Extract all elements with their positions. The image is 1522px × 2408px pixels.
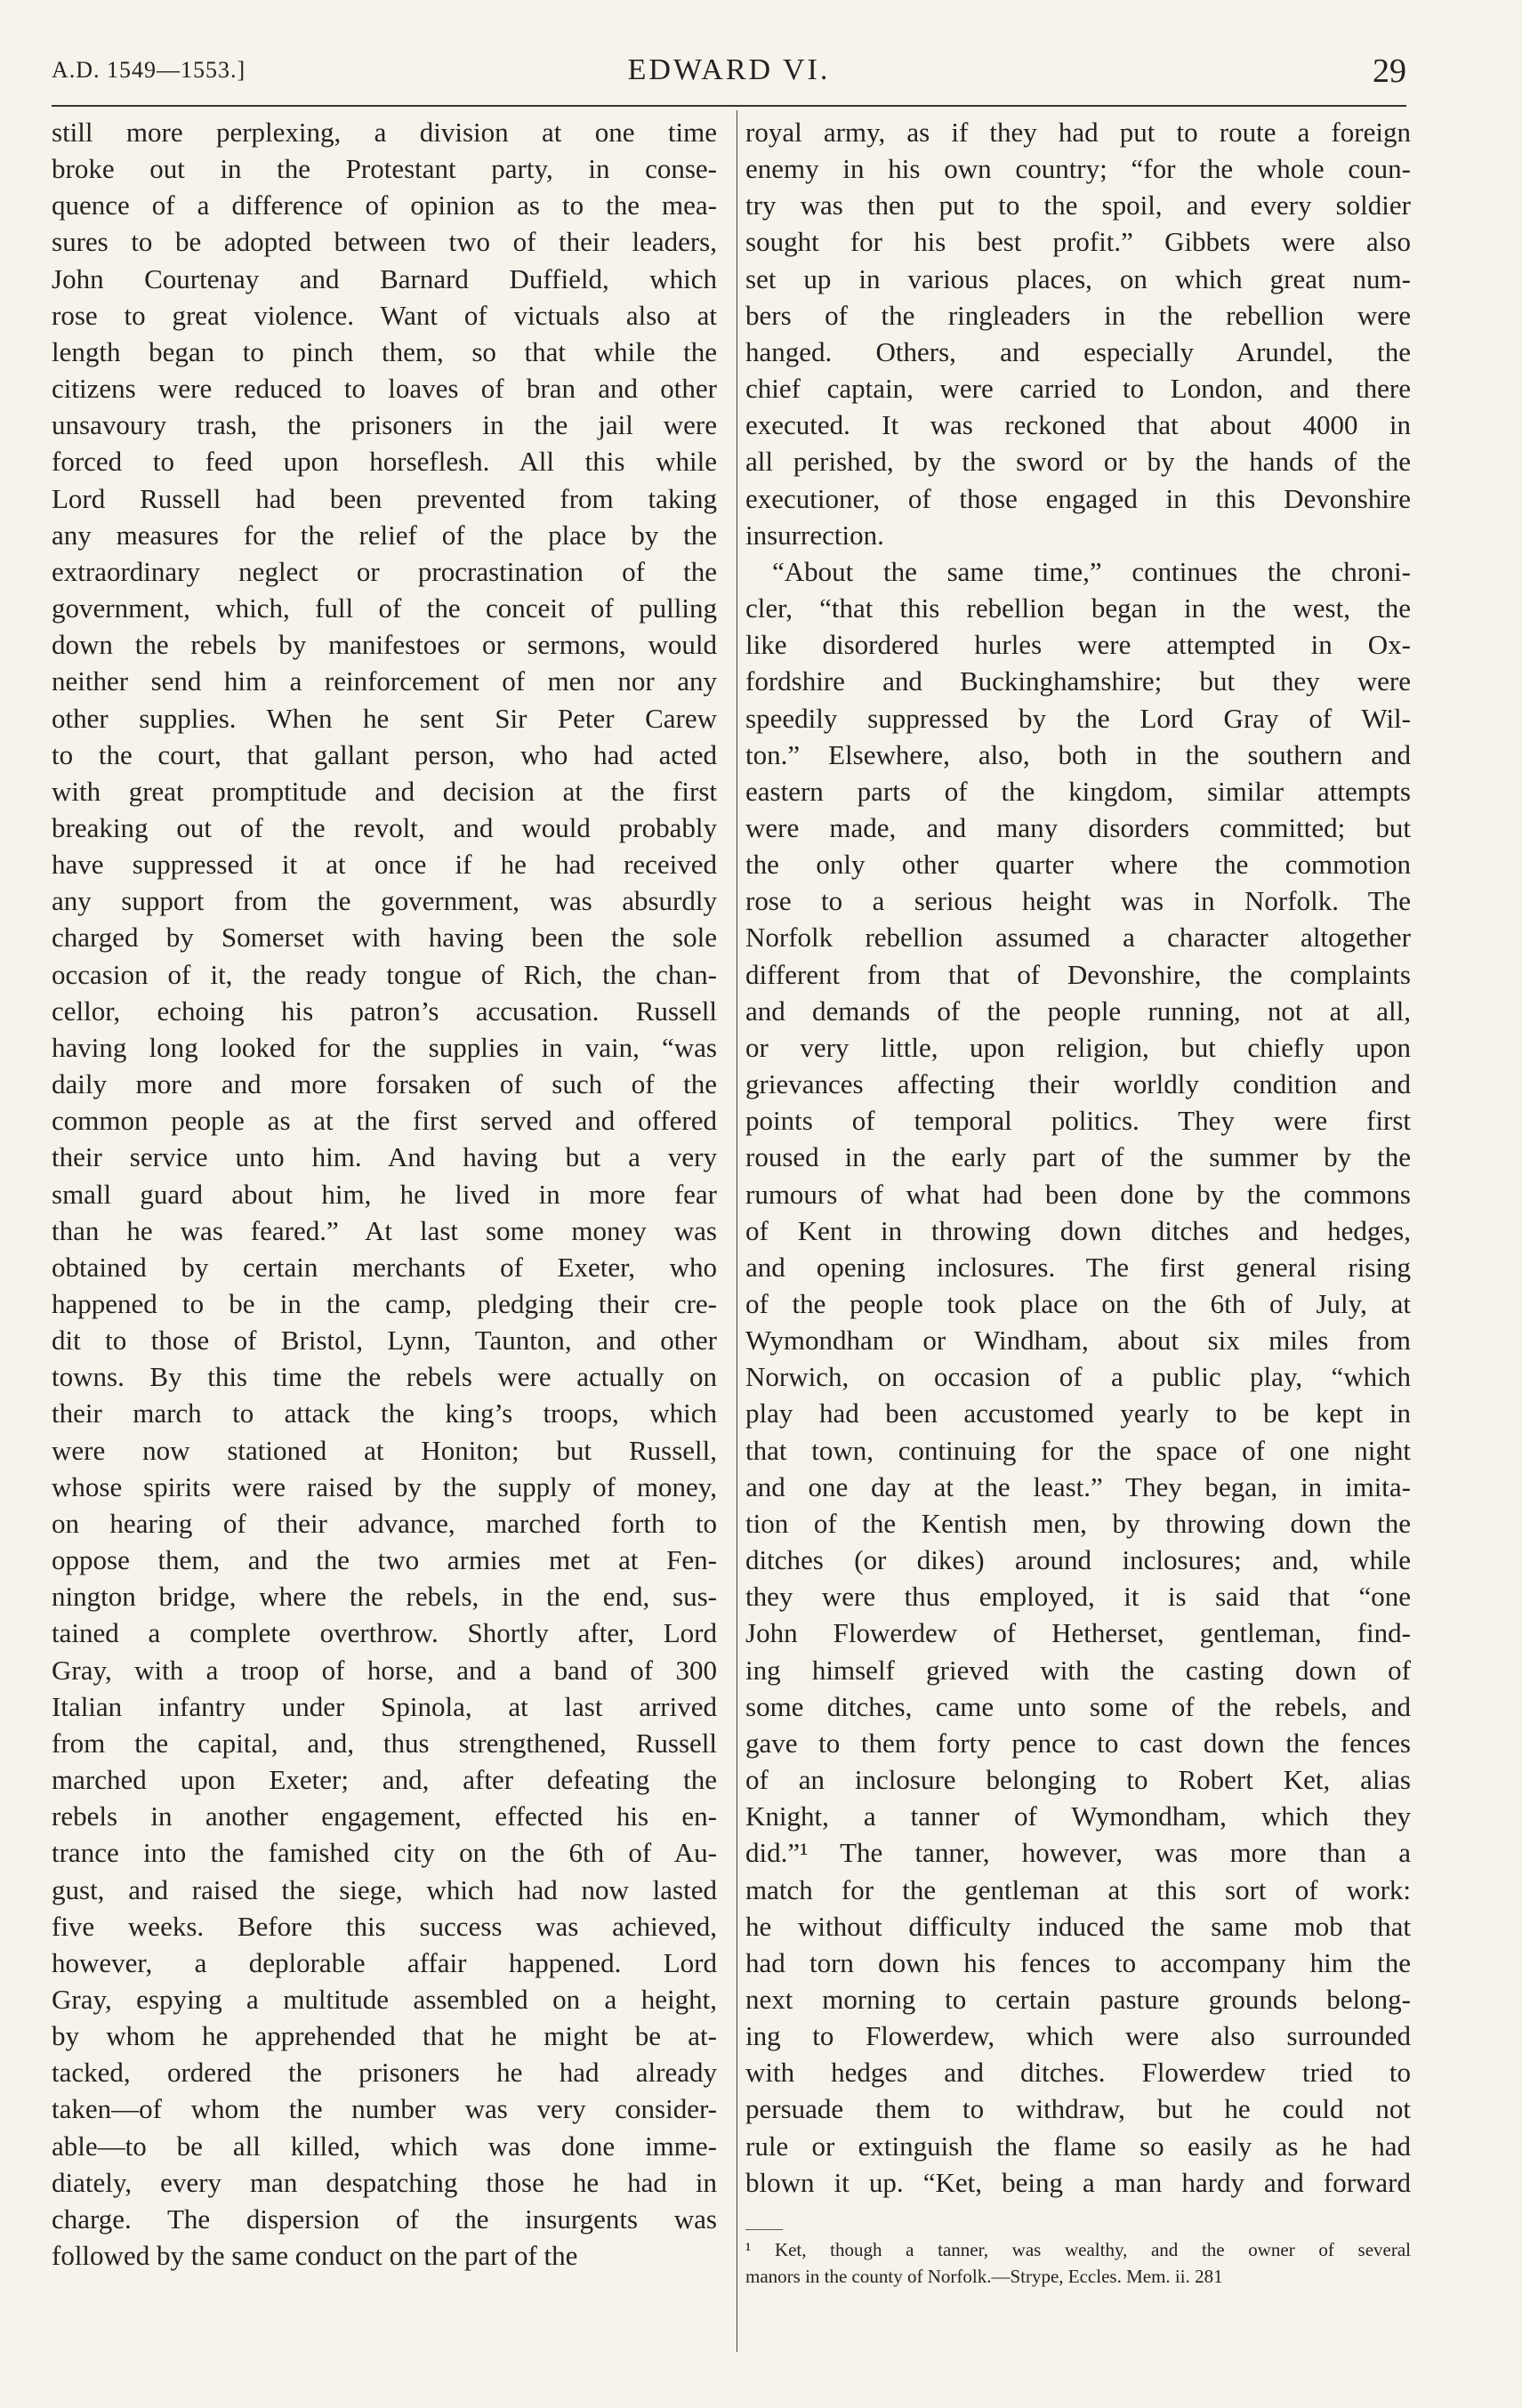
text-line: towns. By this time the rebels were actually on xyxy=(52,1361,717,1393)
text-line: he without difficulty induced the same mob that xyxy=(745,1910,1411,1942)
text-line: charge. The dispersion of the insurgents was xyxy=(52,2203,717,2235)
text-line: set up in various places, on which great num- xyxy=(745,262,1411,294)
text-line: of Kent in throwing down ditches and hedges, xyxy=(745,1214,1411,1246)
text-line: grievances affecting their worldly condition and xyxy=(745,1068,1411,1100)
text-line: and one day at the least.” They began, in imita- xyxy=(745,1470,1411,1502)
text-line: executed. It was reckoned that about 4000 in xyxy=(745,409,1411,441)
text-line: had torn down his fences to accompany him the xyxy=(745,1946,1411,1978)
text-line: common people as at the first served and offered xyxy=(52,1105,717,1137)
footnote xyxy=(745,2236,1411,2290)
text-line: have suppressed it at once if he had received xyxy=(52,849,717,881)
running-header xyxy=(52,52,1406,96)
header-dates: A.D. 1549—1553.] xyxy=(52,57,246,83)
text-line: and demands of the people running, not at all, xyxy=(745,995,1411,1027)
text-line: persuade them to withdraw, but he could not xyxy=(745,2093,1411,2125)
right-column xyxy=(745,114,1411,2201)
text-line: oppose them, and the two armies met at Fen- xyxy=(52,1544,717,1576)
text-line: marched upon Exeter; and, after defeating the xyxy=(52,1764,717,1796)
text-line: unsavoury trash, the prisoners in the jail were xyxy=(52,409,717,441)
text-line: small guard about him, he lived in more fear xyxy=(52,1178,717,1210)
text-line: than he was feared.” At last some money was xyxy=(52,1214,717,1246)
text-line: eastern parts of the kingdom, similar attempts xyxy=(745,775,1411,807)
text-line: like disordered hurles were attempted in Ox- xyxy=(745,629,1411,661)
text-line: were made, and many disorders committed; but xyxy=(745,811,1411,843)
text-line: however, a deplorable affair happened. Lord xyxy=(52,1946,717,1978)
text-line: charged by Somerset with having been the sole xyxy=(52,922,717,954)
text-line: from the capital, and, thus strengthened, Russell xyxy=(52,1727,717,1759)
text-line: try was then put to the spoil, and every soldier xyxy=(745,189,1411,221)
text-line: five weeks. Before this success was achieved, xyxy=(52,1910,717,1942)
text-line: insurrection. xyxy=(745,519,884,551)
text-line: tained a complete overthrow. Shortly after, Lord xyxy=(52,1617,717,1649)
text-line: their service unto him. And having but a very xyxy=(52,1141,717,1173)
text-line: by whom he apprehended that he might be at- xyxy=(52,2020,717,2052)
text-line: breaking out of the revolt, and would probably xyxy=(52,811,717,843)
text-line: points of temporal politics. They were first xyxy=(745,1105,1411,1137)
text-line: rumours of what had been done by the commons xyxy=(745,1178,1411,1210)
header-rule xyxy=(52,105,1406,107)
text-line: other supplies. When he sent Sir Peter Carew xyxy=(52,702,717,734)
text-line: ing himself grieved with the casting down of xyxy=(745,1654,1411,1686)
text-line: manors in the county of Norfolk.—Strype, Eccles. Mem. ii. 281 xyxy=(745,2266,1223,2287)
text-line: dit to those of Bristol, Lynn, Taunton, and other xyxy=(52,1325,717,1357)
text-line: government, which, full of the conceit of pulling xyxy=(52,592,717,624)
text-line: some ditches, came unto some of the rebels, and xyxy=(745,1690,1411,1722)
text-line: Norfolk rebellion assumed a character altogether xyxy=(745,922,1411,954)
text-line: they were thus employed, it is said that “one xyxy=(745,1581,1411,1613)
text-line: length began to pinch them, so that while the xyxy=(52,335,717,367)
text-line: ditches (or dikes) around inclosures; and, while xyxy=(745,1544,1411,1576)
text-line: diately, every man despatching those he had in xyxy=(52,2166,717,2198)
text-line: rule or extinguish the flame so easily as he had xyxy=(745,2130,1411,2162)
text-line: neither send him a reinforcement of men nor any xyxy=(52,665,717,697)
text-line: enemy in his own country; “for the whole coun- xyxy=(745,153,1411,185)
text-line: speedily suppressed by the Lord Gray of Wil- xyxy=(745,702,1411,734)
text-line: rose to great violence. Want of victuals also at xyxy=(52,299,717,331)
text-line: daily more and more forsaken of such of the xyxy=(52,1068,717,1100)
text-line: trance into the famished city on the 6th of Au- xyxy=(52,1837,717,1869)
text-line: sures to be adopted between two of their leaders, xyxy=(52,226,717,258)
text-line: gave to them forty pence to cast down the fences xyxy=(745,1727,1411,1759)
text-line: of the people took place on the 6th of July, at xyxy=(745,1288,1411,1319)
text-line: “About the same time,” continues the chroni- xyxy=(772,555,1411,587)
text-line: Gray, with a troop of horse, and a band of 300 xyxy=(52,1654,717,1686)
text-line: Italian infantry under Spinola, at last arrived xyxy=(52,1690,717,1722)
text-line: and opening inclosures. The first general rising xyxy=(745,1251,1411,1283)
text-line: followed by the same conduct on the part of the xyxy=(52,2240,578,2272)
header-title: EDWARD VI. xyxy=(627,53,831,86)
text-line: having long looked for the supplies in vain, “was xyxy=(52,1031,717,1063)
text-line: chief captain, were carried to London, and there xyxy=(745,373,1411,405)
text-line: still more perplexing, a division at one time xyxy=(52,117,717,148)
text-line: down the rebels by manifestoes or sermons, would xyxy=(52,629,717,661)
text-line: with hedges and ditches. Flowerdew tried to xyxy=(745,2057,1411,2089)
text-line: any support from the government, was absurdly xyxy=(52,885,717,917)
text-line: able—to be all killed, which was done imme- xyxy=(52,2130,717,2162)
text-line: happened to be in the camp, pledging their cre- xyxy=(52,1288,717,1319)
page-number: 29 xyxy=(1373,52,1406,90)
text-line: fordshire and Buckinghamshire; but they were xyxy=(745,665,1411,697)
text-line: quence of a difference of opinion as to the mea- xyxy=(52,189,717,221)
text-line: rebels in another engagement, effected his en- xyxy=(52,1800,717,1832)
text-line: ton.” Elsewhere, also, both in the southern and xyxy=(745,738,1411,770)
text-line: any measures for the relief of the place by the xyxy=(52,519,717,551)
footnote-rule xyxy=(745,2229,783,2230)
left-column xyxy=(52,114,717,2274)
text-line: ing to Flowerdew, which were also surrounded xyxy=(745,2020,1411,2052)
text-line: Gray, espying a multitude assembled on a height, xyxy=(52,1983,717,2015)
text-line: or very little, upon religion, but chiefly upon xyxy=(745,1031,1411,1063)
text-line: executioner, of those engaged in this Devonshire xyxy=(745,482,1411,514)
text-line: were now stationed at Honiton; but Russell, xyxy=(52,1434,717,1466)
text-line: blown it up. “Ket, being a man hardy and forward xyxy=(745,2166,1411,2198)
text-line: that town, continuing for the space of one night xyxy=(745,1434,1411,1466)
text-line: hanged. Others, and especially Arundel, the xyxy=(745,335,1411,367)
text-line: nington bridge, where the rebels, in the end, sus- xyxy=(52,1581,717,1613)
text-line: to the court, that gallant person, who had acted xyxy=(52,738,717,770)
text-line: with great promptitude and decision at the first xyxy=(52,775,717,807)
text-line: Wymondham or Windham, about six miles from xyxy=(745,1325,1411,1357)
text-line: match for the gentleman at this sort of work: xyxy=(745,1873,1411,1905)
text-line: John Courtenay and Barnard Duffield, which xyxy=(52,262,717,294)
text-line: Knight, a tanner of Wymondham, which they xyxy=(745,1800,1411,1832)
text-line: tacked, ordered the prisoners he had already xyxy=(52,2057,717,2089)
text-line: royal army, as if they had put to route a foreign xyxy=(745,117,1411,148)
text-line: broke out in the Protestant party, in conse- xyxy=(52,153,717,185)
text-line: bers of the ringleaders in the rebellion were xyxy=(745,299,1411,331)
text-line: next morning to certain pasture grounds belong- xyxy=(745,1983,1411,2015)
text-line: of an inclosure belonging to Robert Ket, alias xyxy=(745,1764,1411,1796)
text-line: gust, and raised the siege, which had now lasted xyxy=(52,1873,717,1905)
text-line: forced to feed upon horseflesh. All this while xyxy=(52,446,717,478)
text-line: ¹ Ket, though a tanner, was wealthy, and the owner of several xyxy=(745,2239,1411,2260)
text-line: play had been accustomed yearly to be kept in xyxy=(745,1397,1411,1429)
text-line: their march to attack the king’s troops, which xyxy=(52,1397,717,1429)
text-line: on hearing of their advance, marched forth to xyxy=(52,1507,717,1539)
text-line: all perished, by the sword or by the hands of the xyxy=(745,446,1411,478)
text-line: cellor, echoing his patron’s accusation. Russell xyxy=(52,995,717,1027)
text-line: cler, “that this rebellion began in the west, the xyxy=(745,592,1411,624)
text-line: sought for his best profit.” Gibbets were also xyxy=(745,226,1411,258)
text-line: roused in the early part of the summer by the xyxy=(745,1141,1411,1173)
text-line: citizens were reduced to loaves of bran and other xyxy=(52,373,717,405)
text-line: extraordinary neglect or procrastination of the xyxy=(52,555,717,587)
text-line: different from that of Devonshire, the complaints xyxy=(745,958,1411,990)
text-line: whose spirits were raised by the supply of money, xyxy=(52,1470,717,1502)
text-line: did.”¹ The tanner, however, was more than a xyxy=(745,1837,1411,1869)
text-line: Norwich, on occasion of a public play, “which xyxy=(745,1361,1411,1393)
text-line: the only other quarter where the commotion xyxy=(745,849,1411,881)
text-line: Lord Russell had been prevented from taking xyxy=(52,482,717,514)
text-line: tion of the Kentish men, by throwing down the xyxy=(745,1507,1411,1539)
text-line: taken—of whom the number was very consider- xyxy=(52,2093,717,2125)
text-line: rose to a serious height was in Norfolk. The xyxy=(745,885,1411,917)
text-line: obtained by certain merchants of Exeter, who xyxy=(52,1251,717,1283)
text-line: John Flowerdew of Hetherset, gentleman, find- xyxy=(745,1617,1411,1649)
text-line: occasion of it, the ready tongue of Rich, the chan- xyxy=(52,958,717,990)
